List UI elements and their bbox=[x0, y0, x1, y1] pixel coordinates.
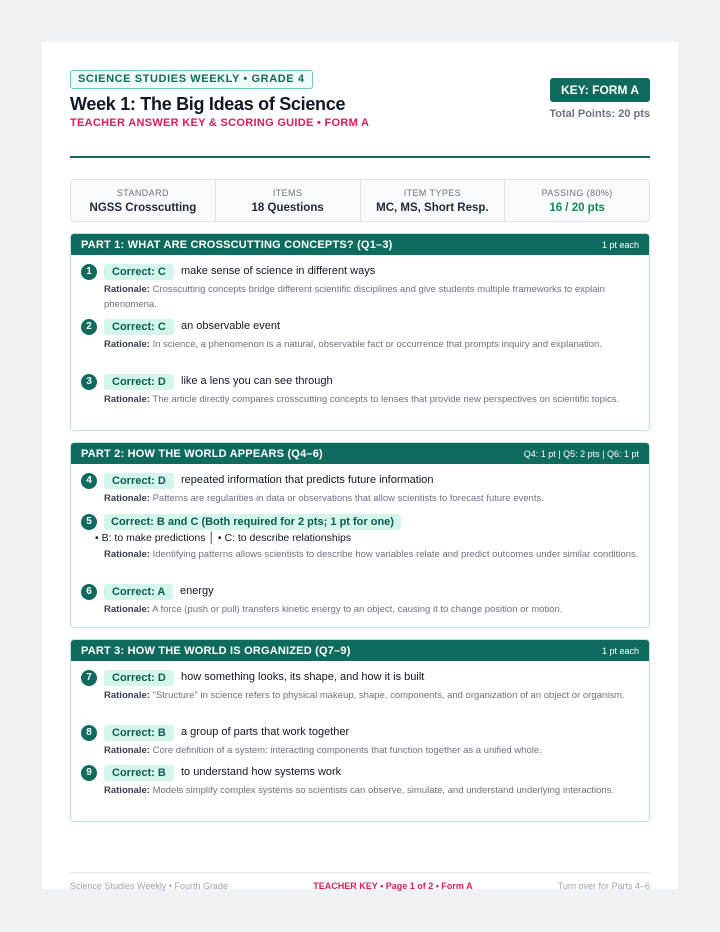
part-1-section bbox=[70, 233, 650, 431]
rationale bbox=[104, 548, 639, 563]
rationale-text: Core definition of a system: interacting components that function together as a unified whole. bbox=[152, 745, 542, 756]
stat-item-types bbox=[361, 180, 506, 221]
part-1-header bbox=[71, 234, 649, 255]
rationale-label: Rationale: bbox=[104, 284, 150, 295]
total-points: Total Points: 20 pts bbox=[549, 108, 650, 120]
rationale-text: A force (push or pull) transfers kinetic energy to an object, causing it to change position or motion. bbox=[152, 604, 563, 615]
part-points: 1 pt each bbox=[601, 239, 639, 250]
rationale-label: Rationale: bbox=[104, 394, 150, 405]
stat-label: ITEMS bbox=[272, 188, 303, 198]
stat-value: NGSS Crosscutting bbox=[89, 202, 197, 214]
answer-text: how something looks, its shape, and how it is built bbox=[181, 671, 425, 683]
rationale-label: Rationale: bbox=[104, 785, 150, 796]
answer-text: a group of parts that work together bbox=[181, 726, 350, 738]
answer-text: repeated information that predicts future information bbox=[181, 474, 434, 486]
correct-answer-pill: Correct: B and C (Both required for 2 pts; 1 pt for one) bbox=[104, 514, 401, 530]
part-title: PART 2: HOW THE WORLD APPEARS (Q4–6) bbox=[81, 447, 323, 460]
page-footer bbox=[70, 872, 650, 891]
question-number: 5 bbox=[81, 514, 97, 530]
rationale-text: In science, a phenomenon is a natural, observable fact or occurrence that prompts inquiry and explanation. bbox=[152, 339, 602, 350]
question-number: 3 bbox=[81, 374, 97, 390]
rationale-text: Models simplify complex systems so scientists can observe, simulate, and understand underlying interactions. bbox=[152, 785, 615, 796]
rationale-text: Identifying patterns allows scientists to describe how variables relate and predict outcomes under similar conditions. bbox=[152, 549, 639, 560]
part-3-section bbox=[70, 639, 650, 822]
rationale-text: The article directly compares crosscutting concepts to lenses that provide new perspectives on scientific topics. bbox=[152, 394, 620, 405]
correct-answer-pill: Correct: C bbox=[104, 319, 174, 335]
rationale-label: Rationale: bbox=[104, 339, 150, 350]
question-number: 4 bbox=[81, 473, 97, 489]
stat-items bbox=[216, 180, 361, 221]
rationale-label: Rationale: bbox=[104, 690, 150, 701]
part-title: PART 3: HOW THE WORLD IS ORGANIZED (Q7–9) bbox=[81, 644, 351, 657]
question-number: 1 bbox=[81, 264, 97, 280]
part-title: PART 1: WHAT ARE CROSSCUTTING CONCEPTS? (Q1–3) bbox=[81, 238, 393, 251]
rationale-text: Patterns are regularities in data or observations that allow scientists to forecast future events. bbox=[152, 493, 544, 504]
stats-bar bbox=[70, 179, 650, 222]
page-title: Week 1: The Big Ideas of Science bbox=[70, 94, 346, 114]
rationale bbox=[104, 283, 639, 312]
stat-value: 16 / 20 pts bbox=[549, 202, 605, 214]
part-points: 1 pt each bbox=[601, 645, 639, 656]
answer-key-page bbox=[42, 42, 678, 889]
footer-publication: Science Studies Weekly • Fourth Grade bbox=[70, 881, 229, 891]
page-subtitle: TEACHER ANSWER KEY & SCORING GUIDE • FORM A bbox=[70, 117, 370, 129]
multi-select-answers: • B: to make predictions │ • C: to describe relationships bbox=[95, 532, 352, 544]
rationale-label: Rationale: bbox=[104, 604, 150, 615]
stat-passing bbox=[505, 180, 649, 221]
question-number: 2 bbox=[81, 319, 97, 335]
rationale bbox=[104, 603, 639, 618]
answer-text: energy bbox=[180, 585, 214, 597]
part-points: Q4: 1 pt | Q5: 2 pts | Q6: 1 pt bbox=[523, 448, 639, 459]
answer-text: an observable event bbox=[181, 320, 281, 332]
rationale-label: Rationale: bbox=[104, 549, 150, 560]
correct-answer-pill: Correct: C bbox=[104, 264, 174, 280]
part-3-header bbox=[71, 640, 649, 661]
answer-text: like a lens you can see through bbox=[181, 375, 333, 387]
correct-answer-pill: Correct: A bbox=[104, 584, 173, 600]
rationale-label: Rationale: bbox=[104, 745, 150, 756]
stat-label: PASSING (80%) bbox=[541, 188, 613, 198]
stat-standard bbox=[71, 180, 216, 221]
footer-page-info: TEACHER KEY • Page 1 of 2 • Form A bbox=[313, 881, 473, 891]
answer-text: make sense of science in different ways bbox=[181, 265, 376, 277]
rationale-text: "Structure" in science refers to physical makeup, shape, components, and organization of an object or organism. bbox=[152, 690, 625, 701]
page-header bbox=[70, 70, 650, 158]
part-2-section bbox=[70, 442, 650, 628]
rationale-text: Crosscutting concepts bridge different scientific disciplines and give students multiple frameworks to explain phenomena. bbox=[104, 284, 605, 310]
correct-answer-pill: Correct: D bbox=[104, 374, 174, 390]
rationale bbox=[104, 744, 639, 759]
question-number: 7 bbox=[81, 670, 97, 686]
footer-turn-over: Turn over for Parts 4–6 bbox=[557, 881, 650, 891]
correct-answer-pill: Correct: D bbox=[104, 473, 174, 489]
answer-text: to understand how systems work bbox=[181, 766, 342, 778]
stat-label: ITEM TYPES bbox=[403, 188, 462, 198]
stat-label: STANDARD bbox=[116, 188, 169, 198]
key-form-badge: KEY: FORM A bbox=[550, 78, 650, 102]
page-content bbox=[70, 70, 650, 891]
stat-value: MC, MS, Short Resp. bbox=[376, 202, 489, 214]
rationale-label: Rationale: bbox=[104, 493, 150, 504]
correct-answer-pill: Correct: B bbox=[104, 725, 174, 741]
rationale bbox=[104, 492, 639, 507]
part-2-header bbox=[71, 443, 649, 464]
correct-answer-pill: Correct: D bbox=[104, 670, 174, 686]
rationale bbox=[104, 393, 639, 408]
question-number: 8 bbox=[81, 725, 97, 741]
stat-value: 18 Questions bbox=[251, 202, 324, 214]
series-kicker: SCIENCE STUDIES WEEKLY • GRADE 4 bbox=[70, 70, 313, 89]
question-number: 6 bbox=[81, 584, 97, 600]
rationale bbox=[104, 689, 639, 704]
question-number: 9 bbox=[81, 765, 97, 781]
rationale bbox=[104, 784, 639, 799]
correct-answer-pill: Correct: B bbox=[104, 765, 174, 781]
rationale bbox=[104, 338, 639, 353]
